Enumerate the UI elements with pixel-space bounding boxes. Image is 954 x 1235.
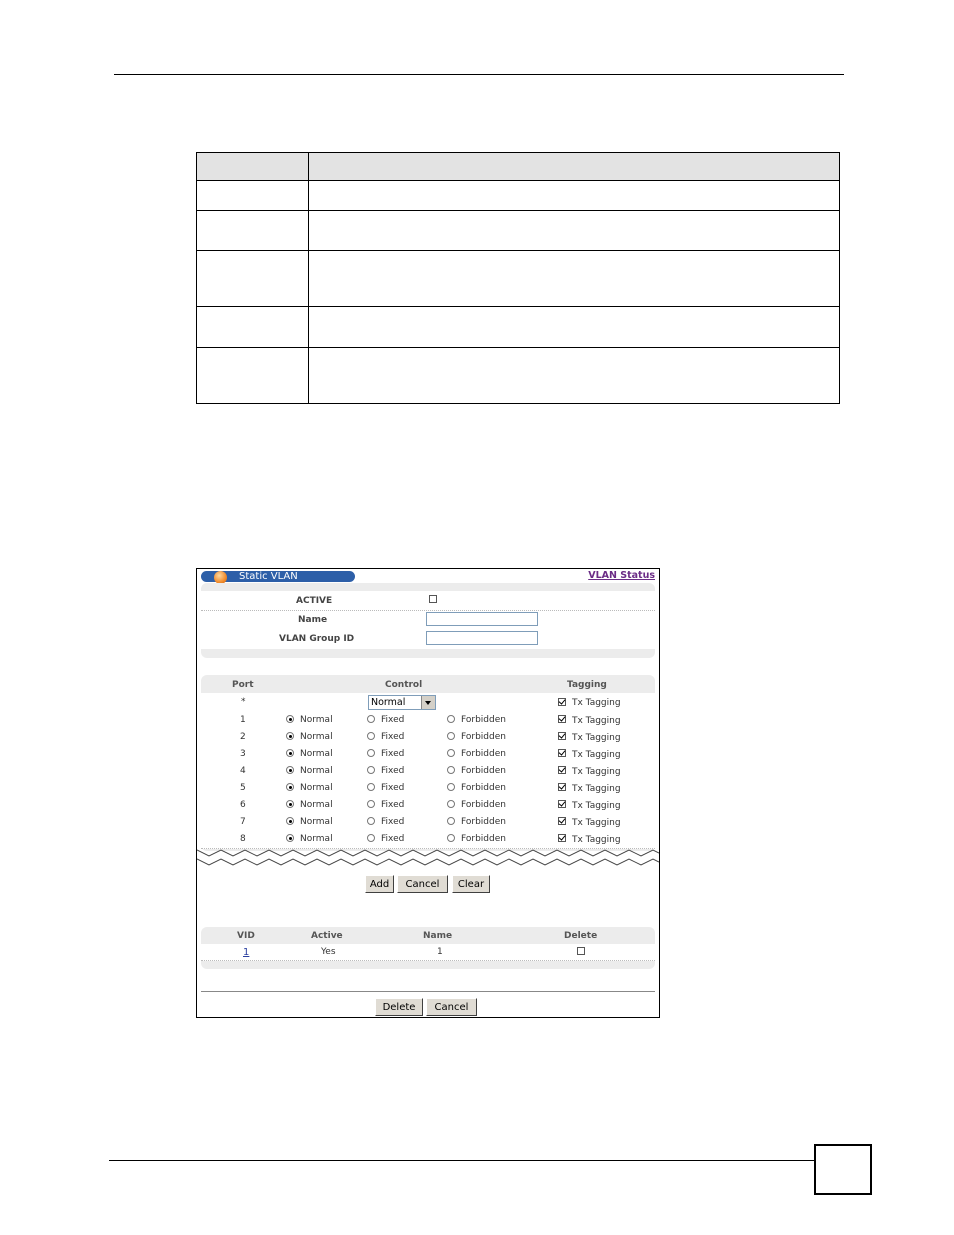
fixed-label: Fixed	[381, 834, 405, 844]
all-ports-row	[201, 693, 655, 713]
normal-label: Normal	[300, 817, 333, 827]
port-row	[201, 729, 655, 747]
port-row	[201, 780, 655, 798]
control-header: Control	[385, 680, 423, 690]
tx-tagging-all-checkbox[interactable]	[558, 698, 566, 706]
port-row	[201, 797, 655, 815]
port-number: 5	[240, 783, 246, 793]
footer-rule	[109, 1160, 814, 1161]
forbidden-radio[interactable]	[447, 715, 455, 723]
forbidden-radio[interactable]	[447, 732, 455, 740]
normal-radio[interactable]	[286, 715, 294, 723]
zigzag-break	[197, 847, 659, 867]
tx-tagging-label: Tx Tagging	[572, 750, 621, 760]
vid-name-value: 1	[437, 947, 443, 957]
forbidden-label: Forbidden	[461, 834, 506, 844]
tx-tagging-checkbox[interactable]	[558, 732, 566, 740]
port-row	[201, 814, 655, 832]
forbidden-radio[interactable]	[447, 749, 455, 757]
vid-active-value: Yes	[321, 947, 336, 957]
forbidden-label: Forbidden	[461, 715, 506, 725]
normal-label: Normal	[300, 732, 333, 742]
chevron-down-icon[interactable]	[421, 696, 435, 709]
normal-radio[interactable]	[286, 817, 294, 825]
fixed-label: Fixed	[381, 766, 405, 776]
fixed-radio[interactable]	[367, 732, 375, 740]
fixed-label: Fixed	[381, 817, 405, 827]
vlan-status-link[interactable]: VLAN Status	[588, 570, 655, 581]
fixed-radio[interactable]	[367, 715, 375, 723]
normal-label: Normal	[300, 766, 333, 776]
panel-title-tab	[201, 571, 355, 582]
tx-tagging-label: Tx Tagging	[572, 784, 621, 794]
doc-table-header	[197, 153, 840, 181]
forbidden-radio[interactable]	[447, 783, 455, 791]
doc-table-row	[197, 348, 840, 404]
fixed-radio[interactable]	[367, 800, 375, 808]
fixed-label: Fixed	[381, 732, 405, 742]
panel-title: Static VLAN	[239, 571, 298, 582]
forbidden-label: Forbidden	[461, 766, 506, 776]
port-number: 3	[240, 749, 246, 759]
normal-radio[interactable]	[286, 749, 294, 757]
fixed-radio[interactable]	[367, 766, 375, 774]
all-ports-label: *	[241, 697, 246, 707]
tx-tagging-checkbox[interactable]	[558, 715, 566, 723]
vlan-group-id-label: VLAN Group ID	[279, 634, 355, 644]
vid-link[interactable]: 1	[243, 947, 250, 958]
tx-tagging-checkbox[interactable]	[558, 800, 566, 808]
name-input[interactable]	[426, 612, 538, 626]
port-number: 6	[240, 800, 246, 810]
normal-radio[interactable]	[286, 766, 294, 774]
port-row	[201, 746, 655, 764]
header-rule	[114, 74, 844, 75]
vid-row	[201, 944, 655, 961]
doc-table-row	[197, 181, 840, 211]
tx-tagging-checkbox[interactable]	[558, 783, 566, 791]
normal-radio[interactable]	[286, 732, 294, 740]
active-header: Active	[311, 931, 343, 941]
tx-tagging-label: Tx Tagging	[572, 835, 621, 845]
vid-delete-checkbox[interactable]	[577, 947, 585, 955]
tx-tagging-checkbox[interactable]	[558, 817, 566, 825]
vlan-group-id-input[interactable]	[426, 631, 538, 645]
forbidden-radio[interactable]	[447, 834, 455, 842]
fixed-radio[interactable]	[367, 834, 375, 842]
tx-tagging-label: Tx Tagging	[572, 733, 621, 743]
doc-table-row	[197, 307, 840, 348]
tx-tagging-label: Tx Tagging	[572, 818, 621, 828]
forbidden-radio[interactable]	[447, 817, 455, 825]
tx-tagging-label: Tx Tagging	[572, 767, 621, 777]
normal-label: Normal	[300, 783, 333, 793]
control-all-select[interactable]	[368, 695, 436, 710]
normal-radio[interactable]	[286, 800, 294, 808]
port-row	[201, 712, 655, 730]
forbidden-label: Forbidden	[461, 817, 506, 827]
tx-tagging-checkbox[interactable]	[558, 749, 566, 757]
delete-button[interactable]: Delete	[375, 998, 423, 1016]
forbidden-label: Forbidden	[461, 783, 506, 793]
port-number: 7	[240, 817, 246, 827]
port-number: 1	[240, 715, 246, 725]
port-header: Port	[232, 680, 254, 690]
active-row	[201, 591, 655, 611]
name-label: Name	[298, 615, 328, 625]
group-id-row	[201, 630, 655, 649]
tx-tagging-label: Tx Tagging	[572, 801, 621, 811]
port-row	[201, 763, 655, 781]
forbidden-label: Forbidden	[461, 800, 506, 810]
fixed-radio[interactable]	[367, 749, 375, 757]
tagging-header: Tagging	[567, 680, 607, 690]
port-number: 8	[240, 834, 246, 844]
tx-tagging-all-label: Tx Tagging	[572, 698, 621, 708]
port-number: 4	[240, 766, 246, 776]
control-all-select-value: Normal	[371, 697, 406, 708]
doc-table	[196, 152, 840, 404]
normal-radio[interactable]	[286, 834, 294, 842]
fixed-radio[interactable]	[367, 817, 375, 825]
add-button[interactable]: Add	[365, 875, 394, 893]
normal-label: Normal	[300, 715, 333, 725]
fixed-label: Fixed	[381, 749, 405, 759]
active-label: ACTIVE	[296, 596, 333, 606]
bottom-divider	[201, 991, 655, 992]
tx-tagging-checkbox[interactable]	[558, 834, 566, 842]
clear-button[interactable]: Clear	[452, 875, 490, 893]
fixed-label: Fixed	[381, 783, 405, 793]
normal-label: Normal	[300, 800, 333, 810]
active-checkbox[interactable]	[429, 595, 437, 603]
delete-header: Delete	[564, 931, 598, 941]
bottom-cancel-button[interactable]: Cancel	[426, 998, 477, 1016]
forbidden-radio[interactable]	[447, 766, 455, 774]
name-row	[201, 611, 655, 631]
fixed-label: Fixed	[381, 715, 405, 725]
port-number: 2	[240, 732, 246, 742]
tx-tagging-checkbox[interactable]	[558, 766, 566, 774]
tx-tagging-label: Tx Tagging	[572, 716, 621, 726]
name-header: Name	[423, 931, 453, 941]
cancel-button[interactable]: Cancel	[397, 875, 448, 893]
page-number-box	[814, 1144, 872, 1195]
forbidden-label: Forbidden	[461, 749, 506, 759]
static-vlan-panel	[196, 568, 660, 1018]
fixed-radio[interactable]	[367, 783, 375, 791]
normal-radio[interactable]	[286, 783, 294, 791]
forbidden-radio[interactable]	[447, 800, 455, 808]
fixed-label: Fixed	[381, 800, 405, 810]
doc-table-row	[197, 211, 840, 251]
vid-header: VID	[237, 931, 255, 941]
normal-label: Normal	[300, 749, 333, 759]
normal-label: Normal	[300, 834, 333, 844]
doc-table-row	[197, 251, 840, 307]
forbidden-label: Forbidden	[461, 732, 506, 742]
